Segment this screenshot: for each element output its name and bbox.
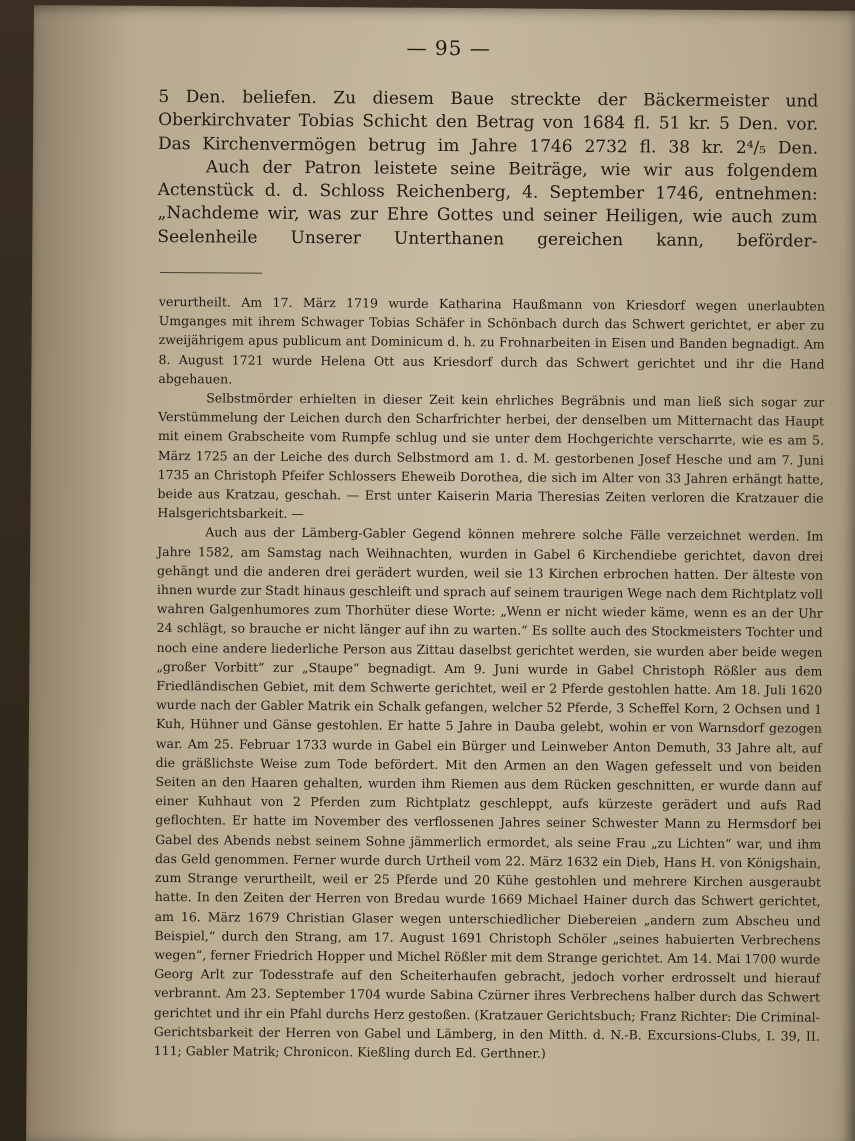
main-paragraph: 5 Den. beliefen. Zu diesem Baue streckte der Bäckermeister und Oberkirchvater Tobias Schicht den Betrag von 1684 fl. 51 kr. 5 Den. vor. Das Kirchenvermögen betrug im Jahre 1746 2732 fl. 38 kr. 2⁴/₅ Den. (157, 86, 819, 159)
footnote-paragraph: verurtheilt. Am 17. März 1719 wurde Katharina Haußmann von Kriesdorf wegen unerlaubten Umganges mit ihrem Schwager Tobias Schäfer in Schönbach durch das Schwert gerichtet, er aber zu zweijährigem apus publicum ant Dominicum d. h. zu Frohnarbeiten in Eisen und Banden begnadigt. Am 8. August 1721 wurde Helena Ott aus Kriesdorf durch das Schwert gerichtet und ihr die Hand abgehauen. (158, 293, 825, 387)
footnote-paragraph: Auch aus der Lämberg-Gabler Gegend können mehrere solche Fälle verzeichnet werden. Im Jahre 1582, am Samstag nach Weihnachten, wurden in Gabel 6 Kirchendiebe gerichtet, davon drei gehängt und die anderen drei gerädert wurden, weil sie 13 Kirchen erbrochen hatten. Der älteste von ihnen wurde zur Stadt hinaus geschleift und sprach auf seinem traurigen Wege nach dem Richtplatz voll wahren Galgenhumores zum Thorhüter diese Worte: „Wenn er nicht wieder käme, wenn es an der Uhr 24 schlägt, so brauche er nicht länger auf ihn zu warten.“ Es sollte auch des Stockmeisters Tochter und noch eine andere liederliche Person aus Zittau daselbst gerichtet werden, sie wurden aber beide wegen „großer Vorbitt“ zur „Staupe“ begnadigt. Am 9. Juni wurde in Gabel Christoph Rößler aus dem Friedländischen Gebiet, mit dem Schwerte gerichtet, weil er 2 Pferde gestohlen hatte. Am 18. Juli 1620 wurde nach der Gabler Matrik ein Schalk gefangen, welcher 52 Pferde, 3 Scheffel Korn, 2 Ochsen und 1 Kuh, Hühner und Gänse gestohlen. Er hatte 5 Jahre in Dauba gelebt, wohin er von Warnsdorf gezogen war. Am 25. Februar 1733 wurde in Gabel ein Bürger und Leinweber Anton Demuth, 33 Jahre alt, auf die gräßlichste Weise zum Tode befördert. Mit den Armen an den Wagen gefesselt und von beiden Seiten an den Haaren gehalten, wurden ihm Riemen aus dem Rücken geschnitten, er wurde dann auf einer Kuhhaut von 2 Pferden zum Richtplatz geschleppt, aufs kürzeste gerädert und aufs Rad geflochten. Er hatte im November des verflossenen Jahres seiner Schwester Mann zu Hermsdorf bei Gabel des Abends nebst seinem Sohne jämmerlich ermordet, als seine Frau „zu Lichten“ war, und ihm das Geld genommen. Ferner wurde durch Urtheil vom 22. März 1632 ein Dieb, Hans H. von Königshain, zum Strange verurtheilt, weil er 25 Pferde und 20 Kühe gestohlen und mehrere Kirchen ausgeraubt hatte. In den Zeiten der Herren von Bredau wurde 1669 Michael Hainer durch das Schwert gerichtet, am 16. März 1679 Christian Glaser wegen unterschiedlicher Diebereien „andern zum Abscheu und Beispiel,“ durch den Strang, am 17. August 1691 Christoph Schöler „seines habuierten Verbrechens wegen“, ferner Friedrich Hopper und Michel Rößler mit dem Strange gerichtet. Am 14. Mai 1700 wurde Georg Arlt zur Todesstrafe auf den Scheiterhaufen gebracht, jedoch vorher erdrosselt und hierauf verbrannt. Am 23. September 1704 wurde Sabina Czürner ihres Verbrechens halber durch das Schwert gerichtet und ihr ein Pfahl durchs Herz gestoßen. (Kratzauer Gerichtsbuch; Franz Richter: Die Criminal-Gerichtsbarkeit der Herren von Gabel und Lämberg, in den Mitth. d. N.-B. Excursions-Clubs, I. 39, II. 111; Gabler Matrik; Chronicon. Kießling durch Ed. Gerthner.) (153, 524, 824, 1061)
footnote-separator (160, 272, 262, 274)
main-paragraph: Auch der Patron leistete seine Beiträge, wie wir aus folgendem Actenstück d. d. Schloss Reichenberg, 4. September 1746, entnehmen: „Nachdeme wir, was zur Ehre Gottes und seiner Heiligen, wie auch zum Seelenheile Unserer Unterthanen gereichen kann, beförder- (157, 157, 818, 252)
footnote-paragraph: Selbstmörder erhielten in dieser Zeit kein ehrliches Begräbnis und man ließ sich sogar zur Verstümmelung der Leichen durch den Scharfrichter herbei, der denselben um Mitternacht das Haupt mit einem Grabscheite vom Rumpfe schlug und sie unter dem Hochgerichte verscharrte, wie es am 5. März 1725 an der Leiche des durch Selbstmord am 1. d. M. gestorbenen Josef Hesche und am 7. Juni 1735 an Christoph Pfeifer Schlossers Eheweib Dorothea, die sich im Alter von 33 Jahren erhängt hatte, beide aus Kratzau, geschah. — Erst unter Kaiserin Maria Theresias Zeiten verloren die Kratzauer die Halsgerichtsbarkeit. — (157, 390, 825, 522)
book-page (26, 5, 855, 1141)
footnote-text (154, 292, 825, 1065)
main-text (157, 86, 818, 254)
page-number: — 95 — (406, 35, 491, 61)
